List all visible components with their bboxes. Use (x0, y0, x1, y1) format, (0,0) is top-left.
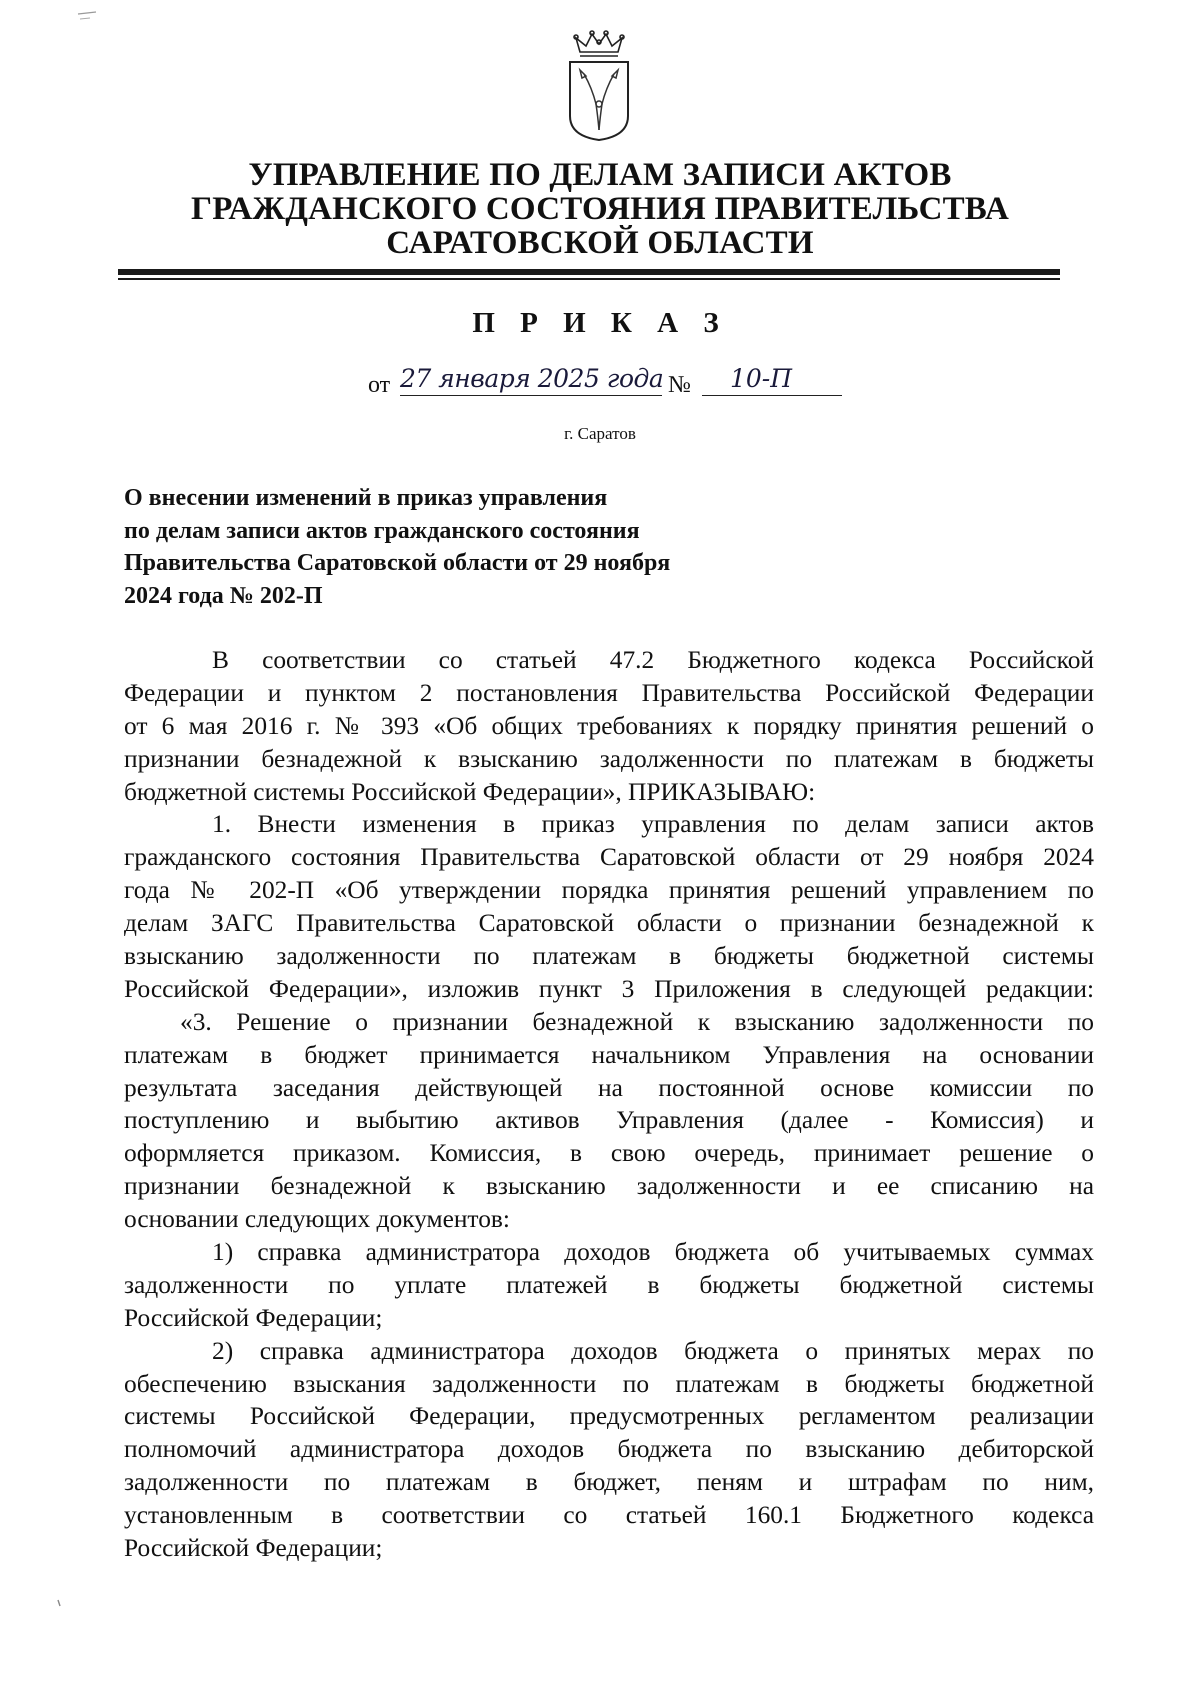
body-line: взысканию задолженности по платежам в бюджеты бюджетной системы (124, 942, 1094, 971)
body-line: установленным в соответствии со статьей 160.1 Бюджетного кодекса (124, 1501, 1094, 1530)
subject-line: Правительства Саратовской области от 29 ноября (124, 550, 671, 576)
body-line: задолженности по платежам в бюджет, пеням и штрафам по ним, (124, 1468, 1094, 1497)
number-sign: № (668, 372, 691, 398)
body-line: задолженности по уплате платежей в бюджеты бюджетной системы (124, 1270, 1094, 1299)
body-line: оформляется приказом. Комиссия, в свою очередь, принимает решение о (124, 1139, 1094, 1168)
document-type-title: П Р И К А З (472, 307, 728, 339)
org-line: САРАТОВСКОЙ ОБЛАСТИ (386, 225, 814, 261)
body-line: результата заседания действующей на постоянной основе комиссии по (124, 1073, 1094, 1102)
body-line: 1) справка администратора доходов бюджета об учитываемых суммах (212, 1238, 1094, 1267)
body-line: Федерации и пунктом 2 постановления Правительства Российской Федерации (124, 678, 1094, 707)
body-line: признании безнадежной к взысканию задолженности и ее списанию на (124, 1172, 1094, 1201)
body-line: В соответствии со статьей 47.2 Бюджетного кодекса Российской (212, 646, 1094, 674)
body-line: Российской Федерации; (124, 1534, 383, 1563)
body-line: поступлению и выбытию активов Управления (далее - Комиссия) и (124, 1106, 1094, 1135)
body-line: признании безнадежной к взысканию задолженности по платежам в бюджеты (124, 744, 1094, 773)
body-line: года № 202-П «Об утверждении порядка принятия решений управлением по (124, 876, 1094, 905)
body-line: 2) справка администратора доходов бюджета о принятых мерах по (212, 1336, 1094, 1365)
body-line: полномочий администратора доходов бюджета по взысканию дебиторской (124, 1435, 1094, 1464)
body-line: обеспечению взыскания задолженности по платежам в бюджеты бюджетной (124, 1369, 1094, 1398)
body-line: от 6 мая 2016 г. № 393 «Об общих требованиях к порядку принятия решений о (124, 711, 1094, 740)
subject-line: по делам записи актов гражданского состояния (124, 517, 640, 544)
body-line: Российской Федерации», изложив пункт 3 Приложения в следующей редакции: (124, 974, 1094, 1003)
handwritten-date: 27 января 2025 года (400, 364, 662, 396)
body-line: Российской Федерации; (124, 1303, 383, 1332)
body-line: 1. Внести изменения в приказ управления по делам записи актов (212, 810, 1094, 839)
city-label: г. Саратов (564, 424, 636, 443)
body-line: бюджетной системы Российской Федерации», ПРИКАЗЫВАЮ: (124, 777, 816, 806)
subject-line: О внесении изменений в приказ управления (124, 485, 608, 511)
body-line: платежам в бюджет принимается начальником Управления на основании (124, 1040, 1094, 1069)
body-line: основании следующих документов: (124, 1205, 510, 1234)
body-line: делам ЗАГС Правительства Саратовской области о признании безнадежной к (124, 909, 1094, 938)
org-line: ГРАЖДАНСКОГО СОСТОЯНИЯ ПРАВИТЕЛЬСТВА (191, 191, 1009, 227)
body-line: гражданского состояния Правительства Саратовской области от 29 ноября 2024 (124, 843, 1094, 872)
handwritten-order-number: 10-П (702, 364, 842, 396)
subject-line: 2024 года № 202-П (124, 582, 323, 609)
org-line: УПРАВЛЕНИЕ ПО ДЕЛАМ ЗАПИСИ АКТОВ (248, 157, 952, 193)
date-prefix: от (368, 372, 391, 398)
body-line: системы Российской Федерации, предусмотренных регламентом реализации (124, 1402, 1094, 1431)
body-line: «3. Решение о признании безнадежной к взысканию задолженности по (180, 1007, 1094, 1036)
